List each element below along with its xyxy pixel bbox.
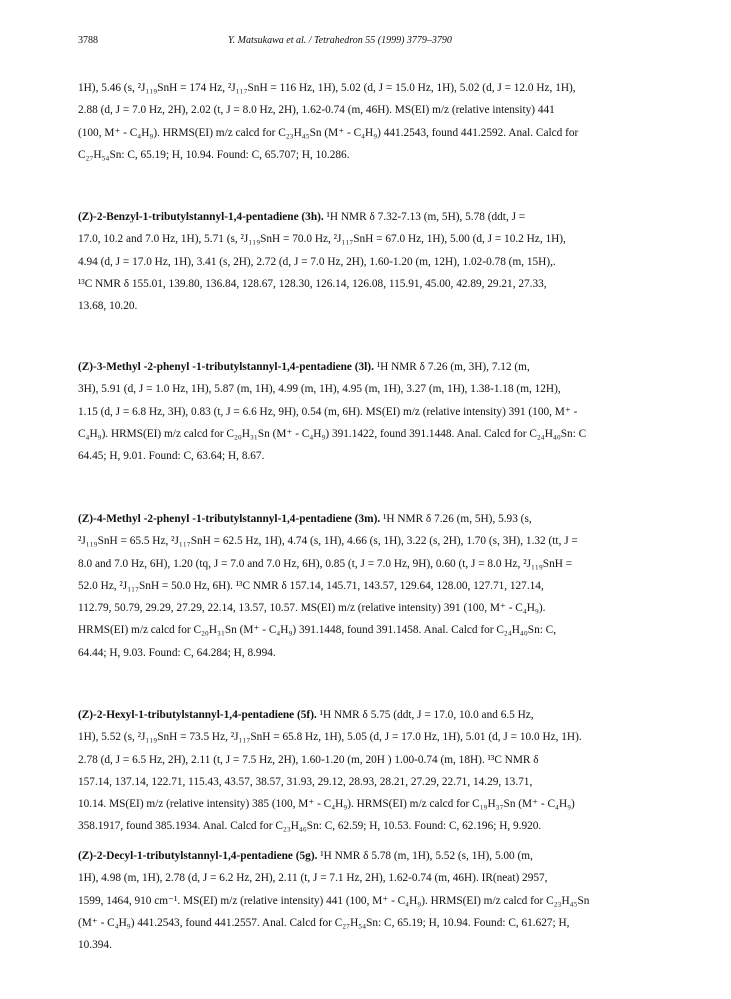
text-line: 13.68, 10.20.	[78, 300, 138, 313]
compound-name: (Z)-4-Methyl -2-phenyl -1-tributylstannyl-1,4-pentadiene (3m).	[78, 513, 381, 525]
text-line: 64.44; H, 9.03. Found: C, 64.284; H, 8.994.	[78, 646, 276, 659]
text-line: 2.78 (d, J = 6.5 Hz, 2H), 2.11 (t, J = 7.5 Hz, 2H), 1.60-1.20 (m, 20H ) 1.00-0.74 (m, 18H). ¹³C NMR δ	[78, 753, 539, 766]
compound-name: (Z)-3-Methyl -2-phenyl -1-tributylstannyl-1,4-pentadiene (3l).	[78, 361, 374, 373]
text-line: 64.45; H, 9.01. Found: C, 63.64; H, 8.67.	[78, 450, 265, 463]
text-line: HRMS(EI) m/z calcd for C₂₀H₃₁Sn (M⁺ - C₄H₉) 391.1448, found 391.1458. Anal. Calcd for C₂₄H₄₀Sn: C,	[78, 624, 557, 637]
text-line: 1H), 5.52 (s, ²J₁₁₉SnH = 73.5 Hz, ²J₁₁₇SnH = 65.8 Hz, 1H), 5.05 (d, J = 17.0 Hz, 1H), 5.01 (d, J = 10.0 Hz, 1H).	[78, 731, 582, 744]
compound-name: (Z)-2-Hexyl-1-tributylstannyl-1,4-pentadiene (5f).	[78, 709, 317, 721]
text-line: 112.79, 50.79, 29.29, 27.29, 22.14, 13.57, 10.57. MS(EI) m/z (relative intensity) 391 (100, M⁺ - C₄H₉).	[78, 602, 546, 615]
compound-entry-continuation	[78, 77, 674, 166]
text-line: (Z)-3-Methyl -2-phenyl -1-tributylstannyl-1,4-pentadiene (3l). ¹H NMR δ 7.26 (m, 3H), 7.12 (m,	[78, 361, 530, 373]
text-line: 10.394.	[78, 939, 112, 952]
text-line: 17.0, 10.2 and 7.0 Hz, 1H), 5.71 (s, ²J₁₁₉SnH = 70.0 Hz, ²J₁₁₇SnH = 67.0 Hz, 1H), 5.00 (d, J = 10.2 Hz, 1H),	[78, 233, 566, 246]
text-line: 157.14, 137.14, 122.71, 115.43, 43.57, 38.57, 31.93, 29.12, 28.93, 28.21, 27.29, 22.71, 14.29, 13.71,	[78, 775, 533, 788]
text-line: 1H), 5.46 (s, ²J₁₁₉SnH = 174 Hz, ²J₁₁₇SnH = 116 Hz, 1H), 5.02 (d, J = 15.0 Hz, 1H), 5.02 (d, J = 12.0 Hz, 1H),	[78, 82, 576, 94]
text-line: 2.88 (d, J = 7.0 Hz, 2H), 2.02 (t, J = 8.0 Hz, 2H), 1.62-0.74 (m, 46H). MS(EI) m/z (relative intensity) 441	[78, 104, 555, 117]
text-line: 1.15 (d, J = 6.8 Hz, 3H), 0.83 (t, J = 6.6 Hz, 9H), 0.54 (m, 6H). MS(EI) m/z (relative intensity) 391 (100, M⁺ -	[78, 405, 578, 418]
text-line: (Z)-2-Hexyl-1-tributylstannyl-1,4-pentadiene (5f). ¹H NMR δ 5.75 (ddt, J = 17.0, 10.0 and 6.5 Hz,	[78, 709, 534, 721]
text-line: ²J₁₁₉SnH = 65.5 Hz, ²J₁₁₇SnH = 62.5 Hz, 1H), 4.74 (s, 1H), 4.66 (s, 1H), 3.22 (s, 2H), 1.70 (s, 3H), 1.32 (tt, J =	[78, 535, 578, 548]
text-line: (Z)-2-Decyl-1-tributylstannyl-1,4-pentadiene (5g). ¹H NMR δ 5.78 (m, 1H), 5.52 (s, 1H), 5.00 (m,	[78, 850, 533, 862]
page-number: 3788	[78, 35, 98, 46]
text-line: (Z)-2-Benzyl-1-tributylstannyl-1,4-pentadiene (3h). ¹H NMR δ 7.32-7.13 (m, 5H), 5.78 (ddt, J =	[78, 211, 526, 223]
text-line: 358.1917, found 385.1934. Anal. Calcd for C₂₃H₄₆Sn: C, 62.59; H, 10.53. Found: C, 62.196; H, 9.920.	[78, 820, 542, 833]
text-line: 3H), 5.91 (d, J = 1.0 Hz, 1H), 5.87 (m, 1H), 4.99 (m, 1H), 4.95 (m, 1H), 3.27 (m, 1H), 1.38-1.18 (m, 12H),	[78, 383, 561, 396]
compound-entry-3m	[78, 508, 674, 664]
text-line: (100, M⁺ - C₄H₉). HRMS(EI) m/z calcd for C₂₃H₄₅Sn (M⁺ - C₄H₉) 441.2543, found 441.2592. Anal. Calcd for	[78, 126, 579, 139]
text-line: ¹³C NMR δ 155.01, 139.80, 136.84, 128.67, 128.30, 126.14, 126.08, 115.91, 45.00, 42.89, 29.21, 27.33,	[78, 277, 547, 290]
compound-name: (Z)-2-Decyl-1-tributylstannyl-1,4-pentadiene (5g).	[78, 850, 318, 862]
running-title: Y. Matsukawa et al. / Tetrahedron 55 (1999) 3779–3790	[228, 35, 452, 46]
compound-entry-3h	[78, 206, 674, 317]
text-line: (M⁺ - C₄H₉) 441.2543, found 441.2557. Anal. Calcd for C₂₇H₅₄Sn: C, 65.19; H, 10.94. Found: C, 61.627; H,	[78, 916, 570, 929]
text-line: 52.0 Hz, ²J₁₁₇SnH = 50.0 Hz, 6H). ¹³C NMR δ 157.14, 145.71, 143.57, 129.64, 128.00, 127.71, 127.14,	[78, 579, 544, 592]
text-line: 4.94 (d, J = 17.0 Hz, 1H), 3.41 (s, 2H), 2.72 (d, J = 7.0 Hz, 2H), 1.60-1.20 (m, 12H), 1.02-0.78 (m, 15H),.	[78, 255, 556, 268]
text-line: 10.14. MS(EI) m/z (relative intensity) 385 (100, M⁺ - C₄H₉). HRMS(EI) m/z calcd for C₁₉H₃₇Sn (M⁺ - C₄H₉)	[78, 798, 575, 811]
text-line: 1H), 4.98 (m, 1H), 2.78 (d, J = 6.2 Hz, 2H), 2.11 (t, J = 7.1 Hz, 2H), 1.62-0.74 (m, 46H). IR(neat) 2957,	[78, 872, 548, 885]
text-line: 1599, 1464, 910 cm⁻¹. MS(EI) m/z (relative intensity) 441 (100, M⁺ - C₄H₉). HRMS(EI) m/z calcd for C₂₃H₄₅Sn	[78, 894, 590, 907]
compound-entry-5g	[78, 845, 674, 956]
text-line: (Z)-4-Methyl -2-phenyl -1-tributylstannyl-1,4-pentadiene (3m). ¹H NMR δ 7.26 (m, 5H), 5.93 (s,	[78, 513, 532, 525]
text-line: 8.0 and 7.0 Hz, 6H), 1.20 (tq, J = 7.0 and 7.0 Hz, 6H), 0.85 (t, J = 7.0 Hz, 9H), 0.60 (t, J = 8.0 Hz, ²J₁₁₉SnH =	[78, 557, 573, 570]
text-line: C₄H₉). HRMS(EI) m/z calcd for C₂₀H₃₁Sn (M⁺ - C₄H₉) 391.1422, found 391.1448. Anal. Calcd for C₂₄H₄₀Sn: C	[78, 427, 587, 440]
text-line: C₂₇H₅₄Sn: C, 65.19; H, 10.94. Found: C, 65.707; H, 10.286.	[78, 148, 350, 161]
compound-entry-3l	[78, 356, 674, 467]
compound-entry-5f	[78, 704, 674, 838]
compound-name: (Z)-2-Benzyl-1-tributylstannyl-1,4-pentadiene (3h).	[78, 211, 324, 223]
